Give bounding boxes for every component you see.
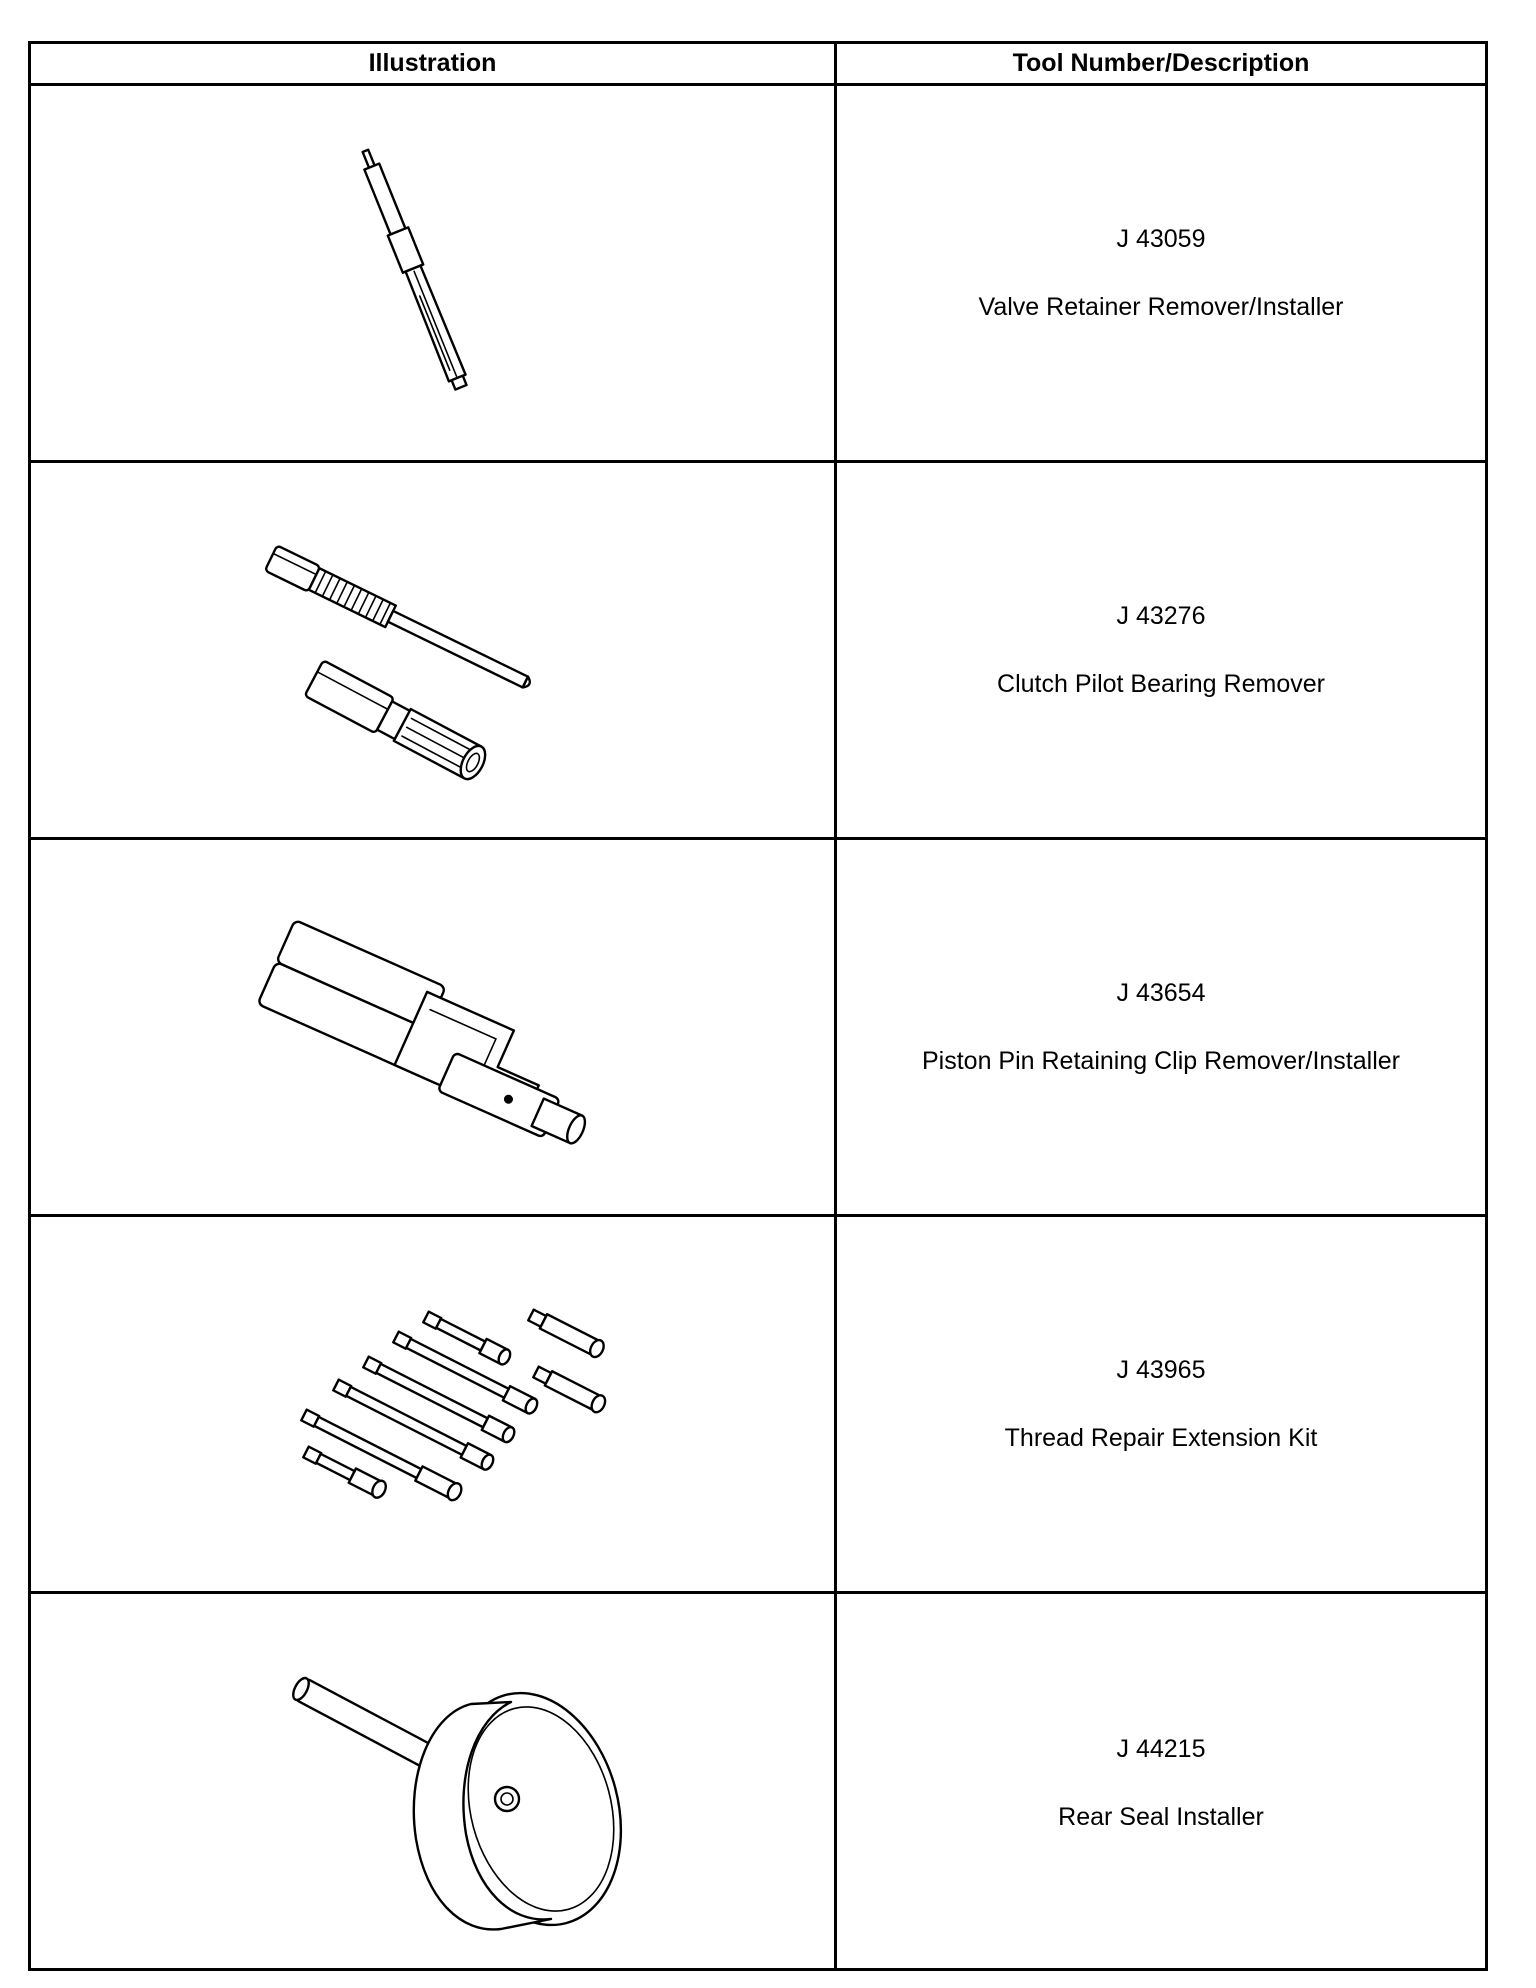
illustration-cell xyxy=(31,840,834,1214)
tool-number: J 44215 xyxy=(1116,1734,1206,1763)
tool-number: J 43059 xyxy=(1116,225,1206,253)
table-header xyxy=(31,44,1485,86)
table-row xyxy=(31,840,1485,1217)
tool-description: Clutch Pilot Bearing Remover xyxy=(997,670,1325,698)
tool-number: J 43654 xyxy=(1116,979,1206,1007)
thread-repair-extension-kit-icon xyxy=(31,1217,834,1591)
tool-description: Piston Pin Retaining Clip Remover/Installer xyxy=(922,1047,1400,1075)
tool-description: Thread Repair Extension Kit xyxy=(1004,1424,1318,1452)
tool-number: J 43965 xyxy=(1116,1356,1206,1384)
description-cell xyxy=(837,840,1485,1214)
table-row xyxy=(31,1594,1485,1971)
illustration-cell xyxy=(31,86,834,460)
tool-table xyxy=(28,41,1488,1971)
tool-description: Valve Retainer Remover/Installer xyxy=(978,293,1344,321)
table-row xyxy=(31,463,1485,840)
tool-description: Rear Seal Installer xyxy=(1058,1802,1264,1831)
description-cell xyxy=(837,86,1485,460)
piston-pin-clip-tool-icon xyxy=(31,840,834,1214)
tool-number: J 43276 xyxy=(1116,602,1206,630)
illustration-cell xyxy=(31,463,834,837)
header-tool-number-description: Tool Number/Description xyxy=(1012,49,1310,77)
clutch-pilot-bearing-remover-icon xyxy=(31,463,834,837)
table-row xyxy=(31,1217,1485,1594)
description-cell xyxy=(837,463,1485,837)
description-cell xyxy=(837,1217,1485,1591)
rear-seal-installer-icon xyxy=(31,1594,834,1968)
header-illustration: Illustration xyxy=(368,49,497,77)
valve-retainer-tool-icon xyxy=(31,86,834,460)
illustration-cell xyxy=(31,1217,834,1591)
table-row xyxy=(31,86,1485,463)
description-cell xyxy=(837,1594,1485,1971)
illustration-cell xyxy=(31,1594,834,1971)
